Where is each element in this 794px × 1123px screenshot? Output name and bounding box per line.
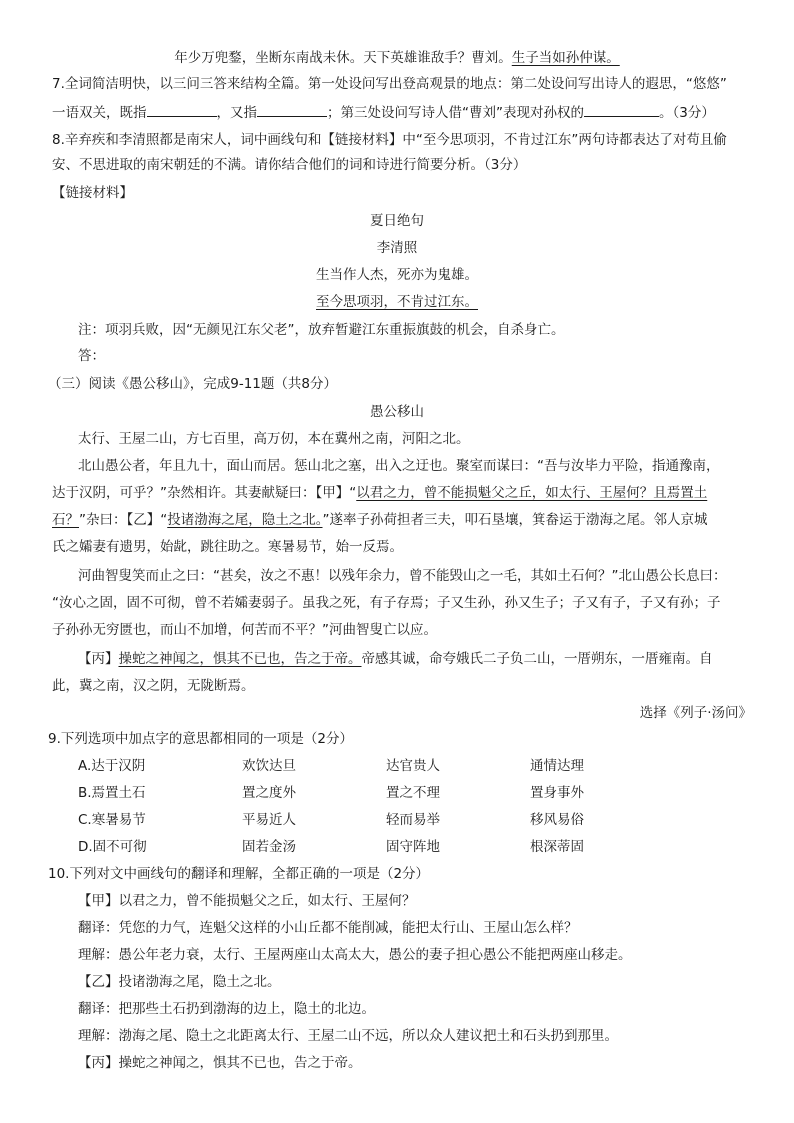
passage-p4-l1b: 帝感其诚，命夸娥氏二子负二山，一厝朔东，一厝雍南。自 [361, 651, 713, 667]
passage-p1: 太行、王屋二山，方七百里，高万仞，本在冀州之南，河阳之北。 [78, 431, 470, 447]
linked-poem-title: 夏日绝句 [370, 213, 424, 229]
passage-p2-l2 [52, 483, 707, 503]
poem-tail-line [0, 48, 794, 68]
q10-yi-understanding: 理解：渤海之尾、隐土之北距离太行、王屋二山不远，所以众人建议把土和石头扔到那里。 [78, 1028, 618, 1044]
q9-a-col3: 达官贵人 [386, 758, 440, 774]
q7-line1: 7.全词简洁明快，以三问三答来结构全篇。第一处设问写出登高观景的地点：第二处设问写出诗人的遐思，“悠悠” [52, 76, 727, 92]
q9-option-a[interactable] [0, 756, 794, 776]
q9-c-col4: 移风易俗 [530, 812, 584, 828]
linked-poem-line2 [0, 292, 794, 312]
linked-poem-line2-text: 至今思项羽，不肯过江东。 [316, 294, 478, 310]
passage-jia-underline-end: 石？ [52, 512, 79, 528]
q7-blank3 [584, 102, 659, 117]
q10-jia-translation: 翻译：凭您的力气，连魁父这样的小山丘都不能削减，能把太行山、王屋山怎么样？ [78, 920, 578, 936]
q9-c-col3: 轻而易举 [386, 812, 440, 828]
q9-d-col1: D.固不可彻 [78, 839, 147, 855]
q9-a-col2: 欢饮达旦 [242, 758, 296, 774]
passage-p2-l2a: 达于汉阴，可乎？”杂然相许。其妻献疑曰：【甲】“ [52, 485, 357, 501]
passage-p2-l3a: ”杂曰：【乙】“ [79, 512, 168, 528]
poem-tail-text: 年少万兜鍪，坐断东南战未休。天下英雄谁敌手？曹刘。 [174, 50, 512, 66]
passage-jia-underline: 以君之力，曾不能损魁父之丘，如太行、王屋何？且焉置土 [356, 485, 708, 501]
q10-yi-translation: 翻译：把那些土石扔到渤海的边上，隐土的北边。 [78, 1001, 375, 1017]
linked-poem-author: 李清照 [376, 240, 418, 256]
q9-option-c[interactable] [0, 810, 794, 830]
q8-answer-label: 答： [78, 348, 105, 364]
link-material-label: 【链接材料】 [52, 185, 133, 201]
q9-c-col2: 平易近人 [242, 812, 296, 828]
q9-d-col4: 根深蒂固 [530, 839, 584, 855]
q9-b-col4: 置身事外 [530, 785, 584, 801]
q9-b-col2: 置之度外 [242, 785, 296, 801]
q9-option-b[interactable] [0, 783, 794, 803]
q9-option-d[interactable] [0, 837, 794, 857]
q10-stem: 10.下列对文中画线句的翻译和理解，全都正确的一项是（2分） [48, 866, 430, 882]
q8-line2: 安、不思进取的南宋朝廷的不满。请你结合他们的词和诗进行简要分析。（3分） [52, 157, 527, 173]
passage-p3-l1: 河曲智叟笑而止之曰：“甚矣，汝之不惠！以残年余力，曾不能毁山之一毛，其如土石何？”北山愚公长息曰： [78, 568, 727, 584]
passage-p2-l1: 北山愚公者，年且九十，面山而居。惩山北之塞，出入之迂也。聚室而谋曰：“吾与汝毕力平险，指通豫南， [78, 458, 720, 474]
passage-p3-l3: 子孙孙无穷匮也，而山不加增，何苦而不平？”河曲智叟亡以应。 [52, 622, 437, 638]
q7-seg4: 。（3分） [659, 105, 715, 121]
passage-p4-l2: 此，冀之南，汉之阴，无陇断焉。 [52, 678, 255, 694]
q9-c-col1: C.寒暑易节 [78, 812, 146, 828]
q10-bing: 【丙】操蛇之神闻之，惧其不已也，告之于帝。 [78, 1055, 362, 1071]
q10-jia-understanding: 理解：愚公年老力衰，太行、王屋两座山太高太大，愚公的妻子担心愚公不能把两座山移走。 [78, 947, 632, 963]
q10-yi: 【乙】投诸渤海之尾，隐土之北。 [78, 974, 281, 990]
passage-p4-l1 [78, 649, 713, 669]
q9-d-col2: 固若金汤 [242, 839, 296, 855]
passage-yi-underline: 投诸渤海之尾，隐土之北。 [167, 512, 323, 528]
q7-seg2: ，又指 [216, 105, 257, 121]
q7-blank1 [147, 102, 217, 117]
q9-a-col4: 通情达理 [530, 758, 584, 774]
passage-p2-l4: 氏之孀妻有遗男，始龀，跳往助之。寒暑易节，始一反焉。 [52, 539, 403, 555]
passage-p3-l2: “汝心之固，固不可彻，曾不若孀妻弱子。虽我之死，有子存焉；子又生孙，孙又生子；子又有子，子又有孙；子 [52, 595, 721, 611]
q7-seg1: 一语双关，既指 [52, 105, 147, 121]
q10-jia: 【甲】以君之力，曾不能损魁父之丘，如太行、王屋何？ [78, 893, 416, 909]
q7-line2 [52, 102, 715, 123]
q7-seg3: ；第三处设问写诗人借“曹刘”表现对孙权的 [327, 105, 584, 121]
passage-p2-l3b: ”遂率子孙荷担者三夫，叩石垦壤，箕畚运于渤海之尾。邻人京城 [322, 512, 708, 528]
q9-stem: 9.下列选项中加点字的意思都相同的一项是（2分） [48, 731, 353, 747]
q9-a-col1: A.达于汉阴 [78, 758, 146, 774]
passage-source: 选择《列子·汤问》 [639, 705, 752, 721]
linked-poem-note: 注：项羽兵败，因“无颜见江东父老”，放弃暂避江东重振旗鼓的机会，自杀身亡。 [78, 322, 565, 338]
q9-d-col3: 固守阵地 [386, 839, 440, 855]
q9-b-col3: 置之不理 [386, 785, 440, 801]
section3-heading: （三）阅读《愚公移山》，完成9-11题（共8分） [48, 376, 337, 392]
passage-p2-l3 [52, 510, 708, 530]
q9-b-col1: B.焉置土石 [78, 785, 146, 801]
passage-title: 愚公移山 [370, 404, 424, 420]
linked-poem-line1: 生当作人杰，死亦为鬼雄。 [316, 267, 478, 283]
passage-p4-l1a: 【丙】 [78, 651, 119, 667]
q8-line1: 8.辛弃疾和李清照都是南宋人，词中画线句和【链接材料】中“至今思项羽，不肯过江东”两句诗都表达了对苟且偷 [52, 132, 727, 148]
passage-bing-underline: 操蛇之神闻之，惧其不已也，告之于帝。 [118, 651, 362, 667]
poem-tail-underlined: 生子当如孙仲谋。 [511, 50, 620, 66]
q7-blank2 [257, 102, 327, 117]
